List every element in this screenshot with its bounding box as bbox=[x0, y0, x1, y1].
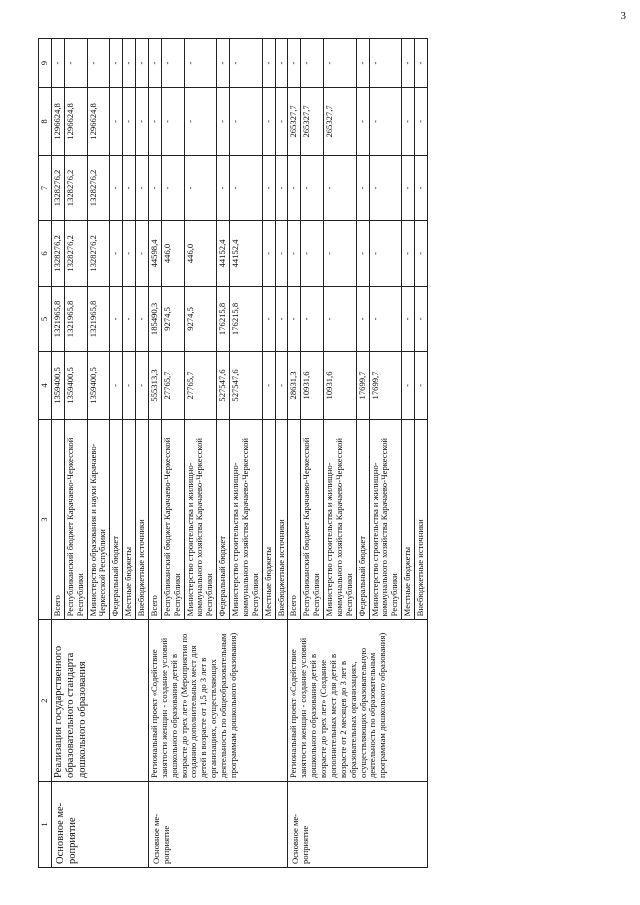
amount-cell-8: - bbox=[415, 87, 428, 155]
amount-cell-8: - bbox=[275, 87, 288, 155]
amount-cell-6: - bbox=[301, 220, 324, 286]
amount-cell-8: - bbox=[136, 87, 149, 155]
amount-cell-9: - bbox=[217, 38, 230, 87]
amount-cell-4: 17699,7 bbox=[369, 351, 402, 419]
amount-cell-6: 44152,4 bbox=[217, 220, 230, 286]
funding-source-cell: Министерство строительства и жилищно-коммунального хозяйства Карачаево-Черкесской Республики bbox=[324, 419, 357, 620]
event-type-cell: Основное ме-роприятие bbox=[288, 781, 428, 867]
funding-source-cell: Всего bbox=[148, 419, 161, 620]
amount-cell-6: 44598,4 bbox=[148, 220, 161, 286]
amount-cell-4: 28631,3 bbox=[288, 351, 301, 419]
amount-cell-6: - bbox=[110, 220, 123, 286]
funding-source-cell: Внебюджетные источники bbox=[275, 419, 288, 620]
column-header-2: 2 bbox=[39, 619, 52, 781]
table-body bbox=[51, 38, 427, 867]
amount-cell-7: - bbox=[161, 155, 184, 221]
amount-cell-7: - bbox=[230, 155, 263, 221]
amount-cell-7: - bbox=[301, 155, 324, 221]
amount-cell-4: - bbox=[136, 351, 149, 419]
amount-cell-6: - bbox=[402, 220, 415, 286]
funding-source-cell: Всего bbox=[51, 419, 64, 620]
amount-cell-9: - bbox=[230, 38, 263, 87]
page-number: 3 bbox=[620, 10, 626, 22]
amount-cell-9: - bbox=[356, 38, 369, 87]
funding-source-cell: Внебюджетные источники bbox=[136, 419, 149, 620]
column-header-1: 1 bbox=[39, 781, 52, 867]
amount-cell-9: - bbox=[275, 38, 288, 87]
amount-cell-5: - bbox=[402, 286, 415, 352]
amount-cell-9: - bbox=[184, 38, 217, 87]
funding-source-cell: Министерство строительства и жилищно-коммунального хозяйства Карачаево-Черкесской Республики bbox=[184, 419, 217, 620]
amount-cell-8: - bbox=[230, 87, 263, 155]
amount-cell-9: - bbox=[123, 38, 136, 87]
amount-cell-4: - bbox=[262, 351, 275, 419]
amount-cell-8: - bbox=[110, 87, 123, 155]
amount-cell-6: - bbox=[415, 220, 428, 286]
amount-cell-5: - bbox=[110, 286, 123, 352]
amount-cell-6: 1328276,2 bbox=[64, 220, 87, 286]
amount-cell-5: - bbox=[415, 286, 428, 352]
funding-source-cell: Местные бюджеты bbox=[262, 419, 275, 620]
funding-source-cell: Местные бюджеты bbox=[402, 419, 415, 620]
column-header-7: 7 bbox=[39, 155, 52, 221]
amount-cell-9: - bbox=[324, 38, 357, 87]
funding-source-cell: Республиканский бюджет Карачаево-Черкесской Республики bbox=[64, 419, 87, 620]
amount-cell-8: 265327,7 bbox=[324, 87, 357, 155]
amount-cell-6: - bbox=[288, 220, 301, 286]
amount-cell-4: 17699,7 bbox=[356, 351, 369, 419]
funding-source-cell: Внебюджетные источники bbox=[415, 419, 428, 620]
amount-cell-8: 1296624,8 bbox=[51, 87, 64, 155]
amount-cell-7: - bbox=[356, 155, 369, 221]
funding-source-cell: Республиканский бюджет Карачаево-Черкесской Республики bbox=[161, 419, 184, 620]
amount-cell-4: 10931,6 bbox=[301, 351, 324, 419]
event-title-cell: Региональный проект «Содействие занятости женщин - создание условий дошкольного образования детей в возрасте до трех лет» (Мероприятия по созданию дополнительных мест для детей в возрасте от 1,5 до 3 лет в организациях, осуществляющих деятельность по общеобразовательным программам дошкольного образования) bbox=[148, 619, 288, 781]
amount-cell-5: - bbox=[288, 286, 301, 352]
amount-cell-8: 265327,7 bbox=[288, 87, 301, 155]
amount-cell-7: - bbox=[324, 155, 357, 221]
amount-cell-6: - bbox=[275, 220, 288, 286]
amount-cell-4: 1359400,5 bbox=[51, 351, 64, 419]
amount-cell-7: - bbox=[262, 155, 275, 221]
amount-cell-7: - bbox=[402, 155, 415, 221]
amount-cell-9: - bbox=[369, 38, 402, 87]
amount-cell-4: - bbox=[110, 351, 123, 419]
amount-cell-5: - bbox=[356, 286, 369, 352]
amount-cell-7: - bbox=[184, 155, 217, 221]
amount-cell-5: 9274,5 bbox=[184, 286, 217, 352]
amount-cell-7: - bbox=[415, 155, 428, 221]
amount-cell-5: - bbox=[301, 286, 324, 352]
amount-cell-9: - bbox=[288, 38, 301, 87]
amount-cell-7: 1328276,2 bbox=[64, 155, 87, 221]
amount-cell-8: - bbox=[123, 87, 136, 155]
amount-cell-9: - bbox=[110, 38, 123, 87]
amount-cell-4: 527547,6 bbox=[217, 351, 230, 419]
funding-source-cell: Федеральный бюджет bbox=[217, 419, 230, 620]
amount-cell-9: - bbox=[64, 38, 87, 87]
column-header-8: 8 bbox=[39, 87, 52, 155]
amount-cell-5: - bbox=[123, 286, 136, 352]
amount-cell-9: - bbox=[402, 38, 415, 87]
amount-cell-5: - bbox=[136, 286, 149, 352]
amount-cell-5: 9274,5 bbox=[161, 286, 184, 352]
funding-source-cell: Министерство строительства и жилищно-коммунального хозяйства Карачаево-Черкесской Республики bbox=[230, 419, 263, 620]
funding-source-cell: Местные бюджеты bbox=[123, 419, 136, 620]
amount-cell-5: - bbox=[275, 286, 288, 352]
amount-cell-8: - bbox=[262, 87, 275, 155]
amount-cell-6: 1328276,2 bbox=[87, 220, 110, 286]
table-row bbox=[288, 38, 301, 867]
amount-cell-6: - bbox=[369, 220, 402, 286]
funding-source-cell: Всего bbox=[288, 419, 301, 620]
amount-cell-8: - bbox=[184, 87, 217, 155]
amount-cell-4: 527547,6 bbox=[230, 351, 263, 419]
amount-cell-7: - bbox=[288, 155, 301, 221]
table-row bbox=[148, 38, 161, 867]
amount-cell-8: - bbox=[402, 87, 415, 155]
amount-cell-9: - bbox=[136, 38, 149, 87]
amount-cell-6: 446,0 bbox=[184, 220, 217, 286]
amount-cell-5: 1321965,8 bbox=[64, 286, 87, 352]
funding-source-cell: Федеральный бюджет bbox=[110, 419, 123, 620]
funding-source-cell: Министерство строительства и жилищно-коммунального хозяйства Карачаево-Черкесской Республики bbox=[369, 419, 402, 620]
amount-cell-6: - bbox=[123, 220, 136, 286]
column-header-5: 5 bbox=[39, 286, 52, 352]
amount-cell-4: 27765,7 bbox=[161, 351, 184, 419]
amount-cell-4: - bbox=[415, 351, 428, 419]
amount-cell-4: 555313,3 bbox=[148, 351, 161, 419]
funding-source-cell: Федеральный бюджет bbox=[356, 419, 369, 620]
event-title-cell: Региональный проект «Содействие занятости женщин - создание условий дошкольного образования детей в возрасте до трех лет» (Создание дополнительных мест для детей в возрасте от 2 месяцев до 3 лет в образовательных организациях, осуществляющих образовательную деятельность по образовательным программам дошкольного образования) bbox=[288, 619, 428, 781]
amount-cell-4: 1359400,5 bbox=[64, 351, 87, 419]
amount-cell-5: 1321965,8 bbox=[87, 286, 110, 352]
amount-cell-5: - bbox=[262, 286, 275, 352]
amount-cell-9: - bbox=[415, 38, 428, 87]
table-row bbox=[51, 38, 64, 867]
amount-cell-7: 1328276,2 bbox=[51, 155, 64, 221]
amount-cell-7: - bbox=[123, 155, 136, 221]
amount-cell-9: - bbox=[51, 38, 64, 87]
amount-cell-7: - bbox=[369, 155, 402, 221]
amount-cell-7: - bbox=[110, 155, 123, 221]
amount-cell-4: 1359400,5 bbox=[87, 351, 110, 419]
amount-cell-5: 1321965,8 bbox=[51, 286, 64, 352]
column-header-6: 6 bbox=[39, 220, 52, 286]
amount-cell-6: 1328276,2 bbox=[51, 220, 64, 286]
event-type-cell: Основное ме-роприятие bbox=[51, 781, 148, 867]
amount-cell-9: - bbox=[148, 38, 161, 87]
amount-cell-8: - bbox=[148, 87, 161, 155]
amount-cell-4: - bbox=[402, 351, 415, 419]
amount-cell-9: - bbox=[301, 38, 324, 87]
amount-cell-8: - bbox=[161, 87, 184, 155]
amount-cell-6: - bbox=[136, 220, 149, 286]
rotated-table-page bbox=[38, 38, 602, 868]
amount-cell-7: 1328276,2 bbox=[87, 155, 110, 221]
amount-cell-4: - bbox=[123, 351, 136, 419]
amount-cell-5: 185490,3 bbox=[148, 286, 161, 352]
amount-cell-5: 176215,8 bbox=[230, 286, 263, 352]
event-type-cell: Основное ме-роприятие bbox=[148, 781, 288, 867]
amount-cell-4: 27765,7 bbox=[184, 351, 217, 419]
amount-cell-7: - bbox=[136, 155, 149, 221]
amount-cell-9: - bbox=[262, 38, 275, 87]
amount-cell-5: 176215,8 bbox=[217, 286, 230, 352]
amount-cell-6: - bbox=[262, 220, 275, 286]
amount-cell-8: 1296624,8 bbox=[64, 87, 87, 155]
amount-cell-6: 446,0 bbox=[161, 220, 184, 286]
table-header bbox=[39, 38, 52, 867]
amount-cell-6: - bbox=[356, 220, 369, 286]
amount-cell-8: 265327,7 bbox=[301, 87, 324, 155]
amount-cell-9: - bbox=[161, 38, 184, 87]
amount-cell-5: - bbox=[369, 286, 402, 352]
amount-cell-7: - bbox=[275, 155, 288, 221]
funding-table bbox=[38, 38, 428, 868]
funding-source-cell: Министерство образования и науки Карачаево-Черкесской Республики bbox=[87, 419, 110, 620]
funding-source-cell: Республиканский бюджет Карачаево-Черкесской Республики bbox=[301, 419, 324, 620]
amount-cell-8: - bbox=[356, 87, 369, 155]
amount-cell-5: - bbox=[324, 286, 357, 352]
amount-cell-7: - bbox=[217, 155, 230, 221]
header-row bbox=[39, 38, 52, 867]
amount-cell-9: - bbox=[87, 38, 110, 87]
column-header-3: 3 bbox=[39, 419, 52, 620]
amount-cell-8: - bbox=[369, 87, 402, 155]
amount-cell-8: - bbox=[217, 87, 230, 155]
amount-cell-6: - bbox=[324, 220, 357, 286]
amount-cell-4: - bbox=[275, 351, 288, 419]
amount-cell-6: 44152,4 bbox=[230, 220, 263, 286]
column-header-9: 9 bbox=[39, 38, 52, 87]
event-title-cell: Реализация государственного образовательного стандарта дошкольного образования bbox=[51, 619, 148, 781]
amount-cell-4: 10931,6 bbox=[324, 351, 357, 419]
column-header-4: 4 bbox=[39, 351, 52, 419]
amount-cell-7: - bbox=[148, 155, 161, 221]
amount-cell-8: 1296624,8 bbox=[87, 87, 110, 155]
